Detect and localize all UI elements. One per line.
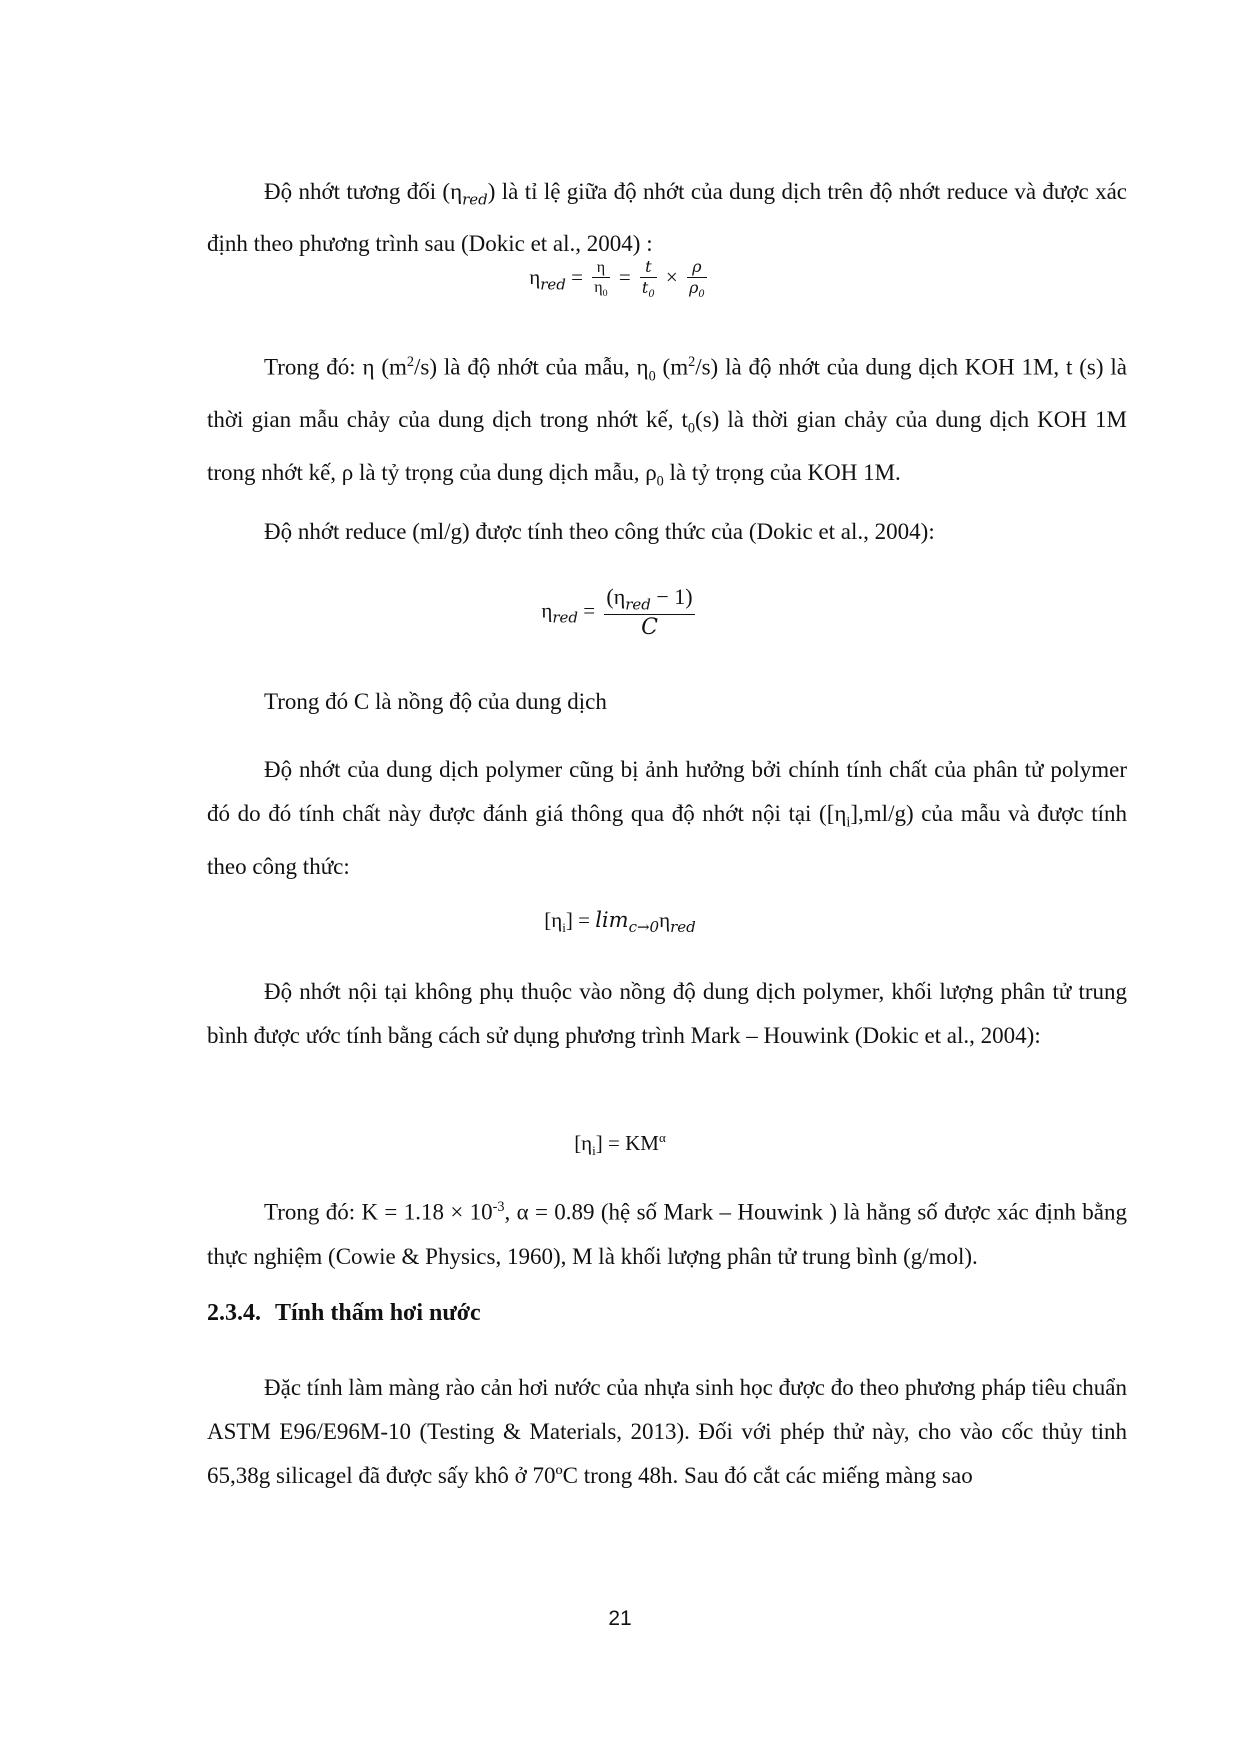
fraction-density: $\frac{\rho}{\rho_0}$	[689, 257, 705, 300]
fraction-eta: $\frac{\eta}{\eta_0}$	[594, 258, 608, 300]
equation-reduced-viscosity: $\eta_{red}$ = $\frac{(\eta_{red} - 1)}{C}$	[541, 584, 693, 640]
paragraph-concentration: Trong đó C là nồng độ của dung dịch	[264, 689, 607, 714]
page-number: 21	[608, 1607, 632, 1630]
section-heading	[207, 1300, 481, 1327]
paragraph-variable-definitions: Trong đó: η $(m^2/s)$ là độ nhớt của mẫu, $\eta_0$ $(m^2/s)$ là độ nhớt của dung dịch KOH 1M, t (s) là thời gian mẫu chảy của dung dịch trong nhớt kế, $t_0(s)$ là thời gian chảy của dung dịch KOH 1M trong nhớt kế, ρ là tỷ trọng của dung dịch mẫu, $\rho_0$ là tỷ trọng của KOH 1M.	[207, 354, 1127, 490]
paragraph-mark-houwink: Độ nhớt nội tại không phụ thuộc vào nồng độ dung dịch polymer, khối lượng phân tử trung bình được ước tính bằng cách sử dụng phương trình Mark – Houwink (Dokic et al., 2004):	[207, 979, 1127, 1048]
equation-mark-houwink: $[\eta_i] = KM^\alpha$	[574, 1130, 666, 1159]
equation-relative-viscosity: $\eta_{red}$ = $\frac{\eta}{\eta_0}$ = $\frac{t}{t_0}$ × $\frac{\rho}{\rho_0}$	[529, 257, 705, 300]
fraction-time: $\frac{t}{t_0}$	[641, 257, 655, 300]
section-title: Tính thấm hơi nước	[275, 1300, 481, 1326]
paragraph-reduced-viscosity: Độ nhớt reduce (ml/g) được tính theo công thức của (Dokic et al., 2004):	[264, 519, 935, 544]
paragraph-constants: Trong đó: $K = 1.18 \times 10^{-3}$, α = 0.89 (hệ số Mark – Houwink ) là hằng số được xác định bằng thực nghiệm (Cowie & Physics, 1960), M là khối lượng phân tử trung bình (g/mol).	[207, 1199, 1127, 1269]
fraction-reduced: $\frac{(\eta_{red} - 1)}{C}$	[606, 584, 693, 640]
paragraph-relative-viscosity: Độ nhớt tương đối $(\eta_{red})$ là tỉ lệ giữa độ nhớt của dung dịch trên độ nhớt reduce và được xác định theo phương trình sau (Dokic et al., 2004) :	[207, 179, 1128, 256]
equation-intrinsic-limit: $[\eta_i] = \lim_{c\to 0}\eta_{red}$	[544, 908, 696, 937]
paragraph-intrinsic-viscosity: Độ nhớt của dung dịch polymer cũng bị ảnh hưởng bởi chính tính chất của phân tử polymer đó do đó tính chất này được đánh giá thông qua độ nhớt nội tại $([\eta_i],ml/g)$ của mẫu và được tính theo công thức:	[207, 757, 1127, 879]
paragraph-water-vapor: Đặc tính làm màng rào cản hơi nước của nhựa sinh học được đo theo phương pháp tiêu chuẩn ASTM E96/E96M-10 (Testing & Materials, 2013). Đối với phép thử này, cho vào cốc thủy tinh 65,38g silicagel đã được sấy khô ở 70ºC trong 48h. Sau đó cắt các miếng màng sao	[207, 1375, 1127, 1488]
section-number: 2.3.4.	[207, 1300, 261, 1326]
